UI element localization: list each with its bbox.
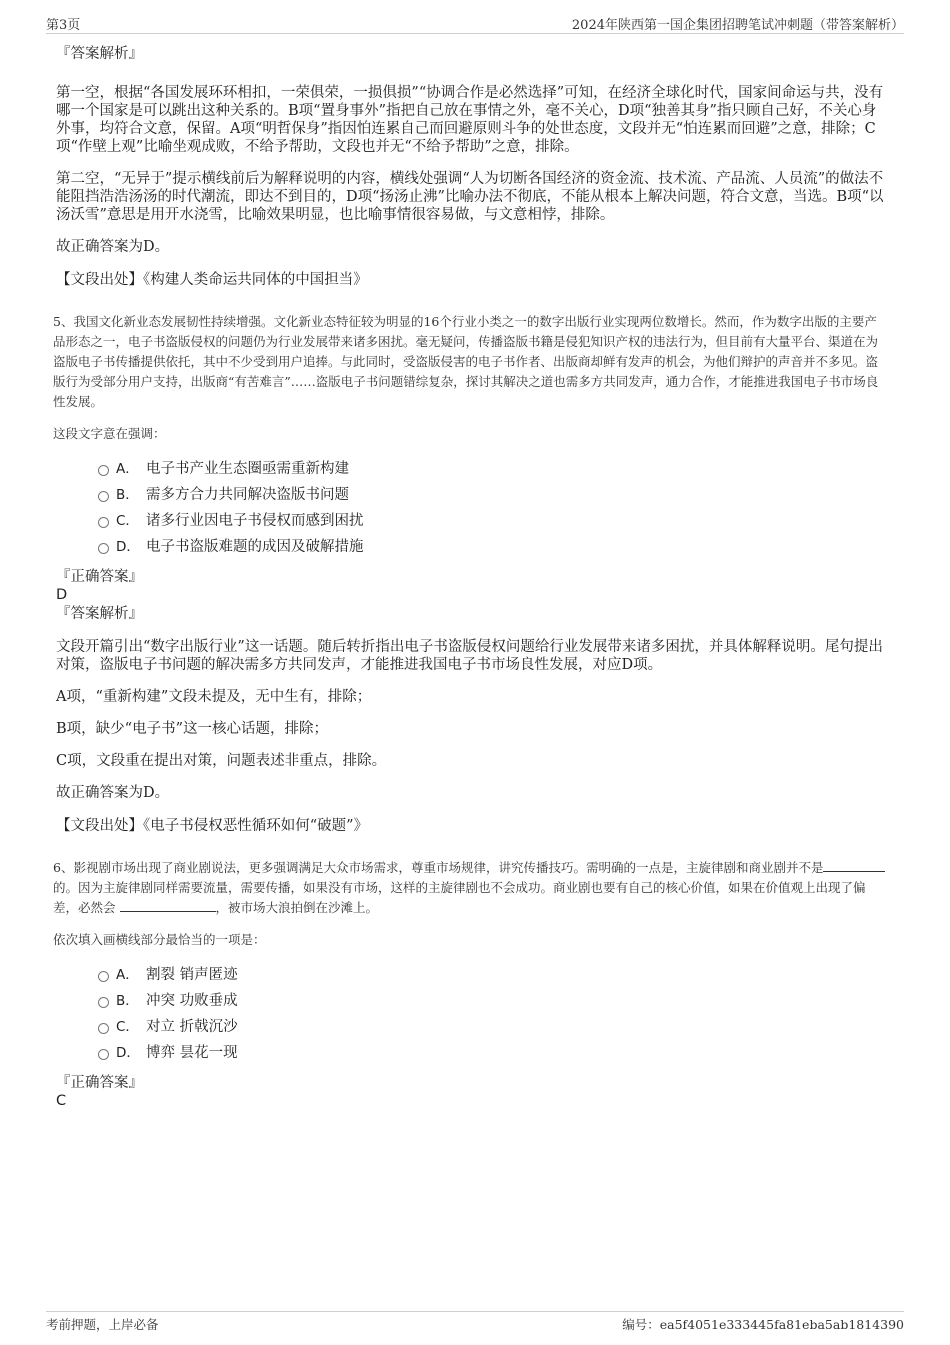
- source-citation: 【文段出处】《构建人类命运共同体的中国担当》: [56, 272, 368, 288]
- question-6-prompt: 依次填入画横线部分最恰当的一项是：: [53, 932, 266, 947]
- option-d[interactable]: [98, 1042, 886, 1068]
- option-letter: B．: [116, 487, 139, 503]
- question-5-options: [98, 458, 886, 562]
- question-5-prompt: 这段文字意在强调：: [53, 426, 166, 441]
- radio-button[interactable]: [98, 1049, 109, 1060]
- option-letter: D．: [116, 1045, 140, 1061]
- analysis-paragraph: B项，缺少“电子书”这一核心话题，排除；: [56, 721, 328, 737]
- radio-button[interactable]: [98, 465, 109, 476]
- analysis-paragraph: 第二空，“无异于”提示横线前后为解释说明的内容，横线处强调“人为切断各国经济的资金流、技术流、产品流、人员流”的做法不能阻挡浩浩汤汤的时代潮流，即达不到目的，D项“扬汤止沸”比喻办法不彻底，不能从根本上解决问题，符合文意，当选。B项“以汤沃雪”意思是用开水浇雪，比喻效果明显，也比喻事情很容易做，与文意相悖，排除。: [56, 171, 884, 223]
- option-d[interactable]: [98, 536, 886, 562]
- radio-button[interactable]: [98, 543, 109, 554]
- stem-text: ，被市场大浪拍倒在沙滩上。: [215, 900, 379, 915]
- option-text: 电子书盗版难题的成因及破解措施: [146, 539, 364, 555]
- option-text: 割裂 销声匿迹: [146, 967, 238, 983]
- fill-blank: [823, 860, 885, 872]
- stem-text: 6、影视剧市场出现了商业剧说法，更多强调满足大众市场需求，尊重市场规律，讲究传播技巧。需明确的一点是，主旋律剧和商业剧并不是: [53, 860, 824, 875]
- footer-slogan: 考前押题，上岸必备: [46, 1317, 159, 1332]
- option-b[interactable]: [98, 484, 886, 510]
- conclusion: 故正确答案为D。: [56, 785, 170, 801]
- question-6-options: [98, 964, 886, 1068]
- correct-answer-label: 『正确答案』: [56, 569, 143, 585]
- conclusion: 故正确答案为D。: [56, 239, 170, 255]
- option-text: 需多方合力共同解决盗版书问题: [146, 487, 349, 503]
- page-number: 第3页: [46, 18, 81, 33]
- page-header: [46, 14, 904, 34]
- analysis-label: 『答案解析』: [56, 46, 143, 62]
- question-5-stem: 5、我国文化新业态发展韧性持续增强。文化新业态特征较为明显的16个行业小类之一的数字出版行业实现两位数增长。然而，作为数字出版的主要产品形态之一，电子书盗版侵权的问题仍为行业发展带来诸多困扰。毫无疑问，传播盗版书籍是侵犯知识产权的违法行为，但目前有大量平台、渠道在为盗版电子书传播提供依托，其中不少受到用户追捧。与此同时，受盗版侵害的电子书作者、出版商却鲜有发声的机会，为他们辩护的声音并不多见。盗版行为受部分用户支持，出版商“有苦难言”……盗版电子书问题错综复杂，探讨其解决之道也需多方共同发声，通力合作，才能推进我国电子书市场良性发展。: [53, 314, 879, 409]
- option-text: 诸多行业因电子书侵权而感到困扰: [146, 513, 364, 529]
- analysis-paragraph: 第一空，根据“各国发展环环相扣，一荣俱荣，一损俱损”“协调合作是必然选择”可知，在经济全球化时代，国家间命运与共，没有哪一个国家是可以跳出这种关系的。B项“置身事外”指把自己放在事情之外，毫不关心，D项“独善其身”指只顾自己好，不关心身外事，均符合文意，保留。A项“明哲保身”指因怕连累自己而回避原则斗争的处世态度，文段并无“怕连累而回避”之意，排除；C项“作壁上观”比喻坐观成败，不给予帮助，文段也并无“不给予帮助”之意，排除。: [56, 85, 884, 155]
- option-a[interactable]: [98, 964, 886, 990]
- stem-text: 的。因为主旋律剧同样需要流量，需要传播，如果没有市场，这样的主旋律剧也不会成功。商业剧也要有自己的核心价值，如果在价值观上出现了偏差，必然会: [53, 880, 866, 915]
- analysis-paragraph: A项，“重新构建”文段未提及，无中生有，排除；: [56, 689, 372, 705]
- analysis-paragraph: C项，文段重在提出对策，问题表述非重点，排除。: [56, 753, 387, 769]
- option-letter: C．: [116, 513, 139, 529]
- question-6-stem: [53, 858, 886, 918]
- option-letter: B．: [116, 993, 139, 1009]
- option-letter: C．: [116, 1019, 139, 1035]
- option-text: 博弈 昙花一现: [146, 1045, 238, 1061]
- document-id: 编号：ea5f4051e333445fa81eba5ab1814390: [622, 1317, 904, 1332]
- option-text: 对立 折戟沉沙: [146, 1019, 238, 1035]
- radio-button[interactable]: [98, 517, 109, 528]
- option-text: 电子书产业生态圈亟需重新构建: [146, 461, 349, 477]
- radio-button[interactable]: [98, 491, 109, 502]
- option-a[interactable]: [98, 458, 886, 484]
- document-body: [53, 44, 886, 1110]
- correct-answer: D: [56, 587, 68, 603]
- option-b[interactable]: [98, 990, 886, 1016]
- radio-button[interactable]: [98, 971, 109, 982]
- option-letter: D．: [116, 539, 140, 555]
- correct-answer: C: [56, 1093, 67, 1109]
- source-citation: 【文段出处】《电子书侵权恶性循环如何“破题”》: [56, 818, 369, 834]
- option-c[interactable]: [98, 510, 886, 536]
- analysis-paragraph: 文段开篇引出“数字出版行业”这一话题。随后转折指出电子书盗版侵权问题给行业发展带来诸多困扰，并具体解释说明。尾句提出对策，盗版电子书问题的解决需多方共同发声，才能推进我国电子书市场良性发展，对应D项。: [56, 639, 883, 673]
- correct-answer-label: 『正确答案』: [56, 1075, 143, 1091]
- radio-button[interactable]: [98, 1023, 109, 1034]
- option-letter: A．: [116, 461, 139, 477]
- fill-blank: [120, 900, 216, 912]
- option-letter: A．: [116, 967, 139, 983]
- page-footer: [46, 1311, 904, 1333]
- option-text: 冲突 功败垂成: [146, 993, 238, 1009]
- radio-button[interactable]: [98, 997, 109, 1008]
- option-c[interactable]: [98, 1016, 886, 1042]
- document-title: 2024年陕西第一国企集团招聘笔试冲刺题（带答案解析）: [571, 18, 904, 33]
- analysis-label: 『答案解析』: [56, 606, 143, 622]
